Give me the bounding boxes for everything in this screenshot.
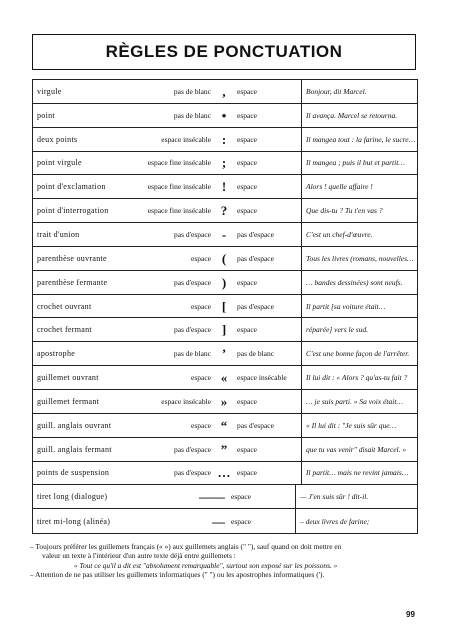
- row-name: apostrophe: [37, 349, 76, 359]
- row-sign: ”: [220, 441, 228, 457]
- row-example: « Il lui dit : "Je suis sûr que…: [301, 414, 417, 437]
- table-row: [33, 295, 417, 319]
- row-name: parenthèse fermante: [37, 277, 108, 287]
- note-line-3: « Tout ce qu'il a dit est "absolument remarquable", surtout son exposé sur les poissons. »: [74, 560, 338, 570]
- row-after: pas d'espace: [237, 253, 274, 263]
- row-name: deux points: [37, 134, 78, 144]
- row-before: espace insécable: [161, 396, 211, 406]
- row-before: pas d'espace: [174, 325, 211, 335]
- row-before: pas de blanc: [173, 86, 211, 96]
- page-title: RÈGLES DE PONCTUATION: [105, 42, 343, 61]
- row-sign: ;: [221, 155, 227, 171]
- row-after: espace: [237, 86, 257, 96]
- table-row: [33, 342, 417, 366]
- row-name: point d'interrogation: [37, 206, 109, 216]
- table-row: [33, 247, 417, 271]
- row-example: réparée] vers le sud.: [301, 318, 417, 341]
- row-before: pas d'espace: [174, 277, 211, 287]
- row-after: espace: [237, 158, 257, 168]
- row-after: espace: [237, 182, 257, 192]
- row-name: parenthèse ouvrante: [37, 253, 107, 263]
- row-example: … bandes dessinées) sont neufs.: [301, 271, 417, 294]
- row-sign: [: [221, 298, 227, 314]
- row-name: point virgule: [37, 158, 82, 168]
- row-sign: ’: [221, 346, 227, 362]
- table-row: [33, 462, 417, 486]
- table-row: [33, 318, 417, 342]
- row-after: pas d'espace: [237, 229, 274, 239]
- row-before: espace: [191, 420, 211, 430]
- row-name: guill. anglais ouvrant: [37, 420, 112, 430]
- row-example: Il mangea tout : la farine, le sucre…: [301, 128, 417, 151]
- row-name: guillemet fermant: [37, 396, 100, 406]
- row-sign: ): [221, 274, 227, 290]
- row-after: pas de blanc: [237, 349, 275, 359]
- note-line-4: – Attention de ne pas utiliser les guillemets informatiques (" ") ou les apostrophes informatiques (').: [30, 569, 325, 579]
- table-row: [33, 223, 417, 247]
- row-example: C'est un chef-d'œuvre.: [301, 223, 417, 246]
- note-line-1: – Toujours préférer les guillemets français (« ») aux guillemets anglais (" "), sauf quand on doit mettre en: [30, 542, 342, 551]
- row-name: tiret mi-long (alinéa): [37, 516, 111, 526]
- row-example: que tu vas venir" disait Marcel. »: [301, 438, 417, 461]
- row-after: espace: [237, 110, 257, 120]
- row-name: guillemet ouvrant: [37, 373, 99, 383]
- table-row: [33, 509, 417, 533]
- row-before: espace: [191, 301, 211, 311]
- table-row: [33, 80, 417, 104]
- row-name: virgule: [37, 86, 62, 96]
- row-after: espace: [237, 396, 257, 406]
- row-name: guill. anglais fermant: [37, 444, 112, 454]
- row-sign: …: [217, 465, 231, 481]
- notes: [30, 542, 422, 579]
- row-example: … je suis parti. » Sa voix était…: [301, 390, 417, 413]
- row-after: espace insécable: [237, 373, 287, 383]
- row-name: crochet ouvrant: [37, 301, 92, 311]
- row-sign: ]: [221, 322, 227, 338]
- row-after: pas d'espace: [237, 420, 274, 430]
- row-example: Que dis-tu ? Tu t'en vas ?: [301, 199, 417, 222]
- row-example: Tous les livres (romans, nouvelles…: [301, 247, 417, 270]
- row-sign: -: [221, 226, 227, 242]
- row-before: espace: [191, 253, 211, 263]
- row-sign: (: [221, 250, 227, 266]
- row-sign: •: [221, 107, 227, 123]
- row-example: Il partit [sa voiture était…: [301, 295, 417, 318]
- row-before: pas de blanc: [173, 110, 211, 120]
- row-after: espace: [231, 516, 251, 526]
- note-line-2: valeur un texte à l'intérieur d'un autre texte déjà entre guillemets :: [42, 551, 236, 561]
- row-after: espace: [237, 134, 257, 144]
- table-row: [33, 152, 417, 176]
- punctuation-table: [32, 79, 418, 534]
- row-example: C'est une bonne façon de l'arrêter.: [301, 342, 417, 365]
- table-row: [33, 390, 417, 414]
- table-row: [33, 271, 417, 295]
- row-sign: ——: [199, 489, 225, 505]
- row-name: points de suspension: [37, 468, 110, 478]
- row-sign: ,: [222, 83, 226, 99]
- row-after: espace: [237, 277, 257, 287]
- row-name: tiret long (dialogue): [37, 492, 108, 502]
- table-row: [33, 199, 417, 223]
- row-sign: ?: [220, 203, 228, 219]
- row-sign: :: [221, 131, 227, 147]
- row-after: espace: [231, 492, 251, 502]
- row-before: espace insécable: [161, 134, 211, 144]
- row-before: pas d'espace: [174, 444, 211, 454]
- row-name: crochet fermant: [37, 325, 92, 335]
- table-row: [33, 366, 417, 390]
- row-sign: !: [221, 179, 227, 195]
- row-before: espace fine insécable: [147, 182, 211, 192]
- row-after: espace: [237, 206, 257, 216]
- row-name: point: [37, 110, 55, 120]
- row-example: Il lui dit : « Alors ? qu'as-tu fait ?: [301, 366, 417, 389]
- table-row: [33, 104, 417, 128]
- row-sign: —: [212, 513, 225, 529]
- row-before: pas d'espace: [174, 229, 211, 239]
- row-before: espace: [191, 373, 211, 383]
- page-number: 99: [406, 610, 415, 619]
- row-sign: »: [220, 393, 228, 409]
- row-after: espace: [237, 325, 257, 335]
- table-row: [33, 485, 417, 509]
- row-sign: «: [220, 370, 228, 386]
- row-example: Il avança. Marcel se retourna.: [301, 104, 417, 127]
- row-example: Il mangea ; puis il but et partit…: [301, 152, 417, 175]
- row-sign: “: [220, 417, 228, 433]
- row-after: espace: [237, 468, 257, 478]
- row-example: – deux livres de farine;: [295, 509, 417, 533]
- row-before: espace fine insécable: [147, 206, 211, 216]
- row-after: espace: [237, 444, 257, 454]
- table-row: [33, 438, 417, 462]
- row-name: trait d'union: [37, 229, 80, 239]
- table-row: [33, 175, 417, 199]
- title-box: [32, 34, 416, 70]
- table-row: [33, 414, 417, 438]
- row-example: Il partit… mais ne revint jamais…: [301, 462, 417, 485]
- row-before: pas de blanc: [173, 349, 211, 359]
- row-example: Alors ! quelle affaire !: [301, 175, 417, 198]
- row-before: pas d'espace: [174, 468, 211, 478]
- row-example: — J'en suis sûr ! dit-il.: [295, 485, 417, 508]
- row-before: espace fine insécable: [147, 158, 211, 168]
- table-row: [33, 128, 417, 152]
- row-name: point d'exclamation: [37, 182, 106, 192]
- row-example: Bonjour, dit Marcel.: [301, 80, 417, 103]
- row-after: pas d'espace: [237, 301, 274, 311]
